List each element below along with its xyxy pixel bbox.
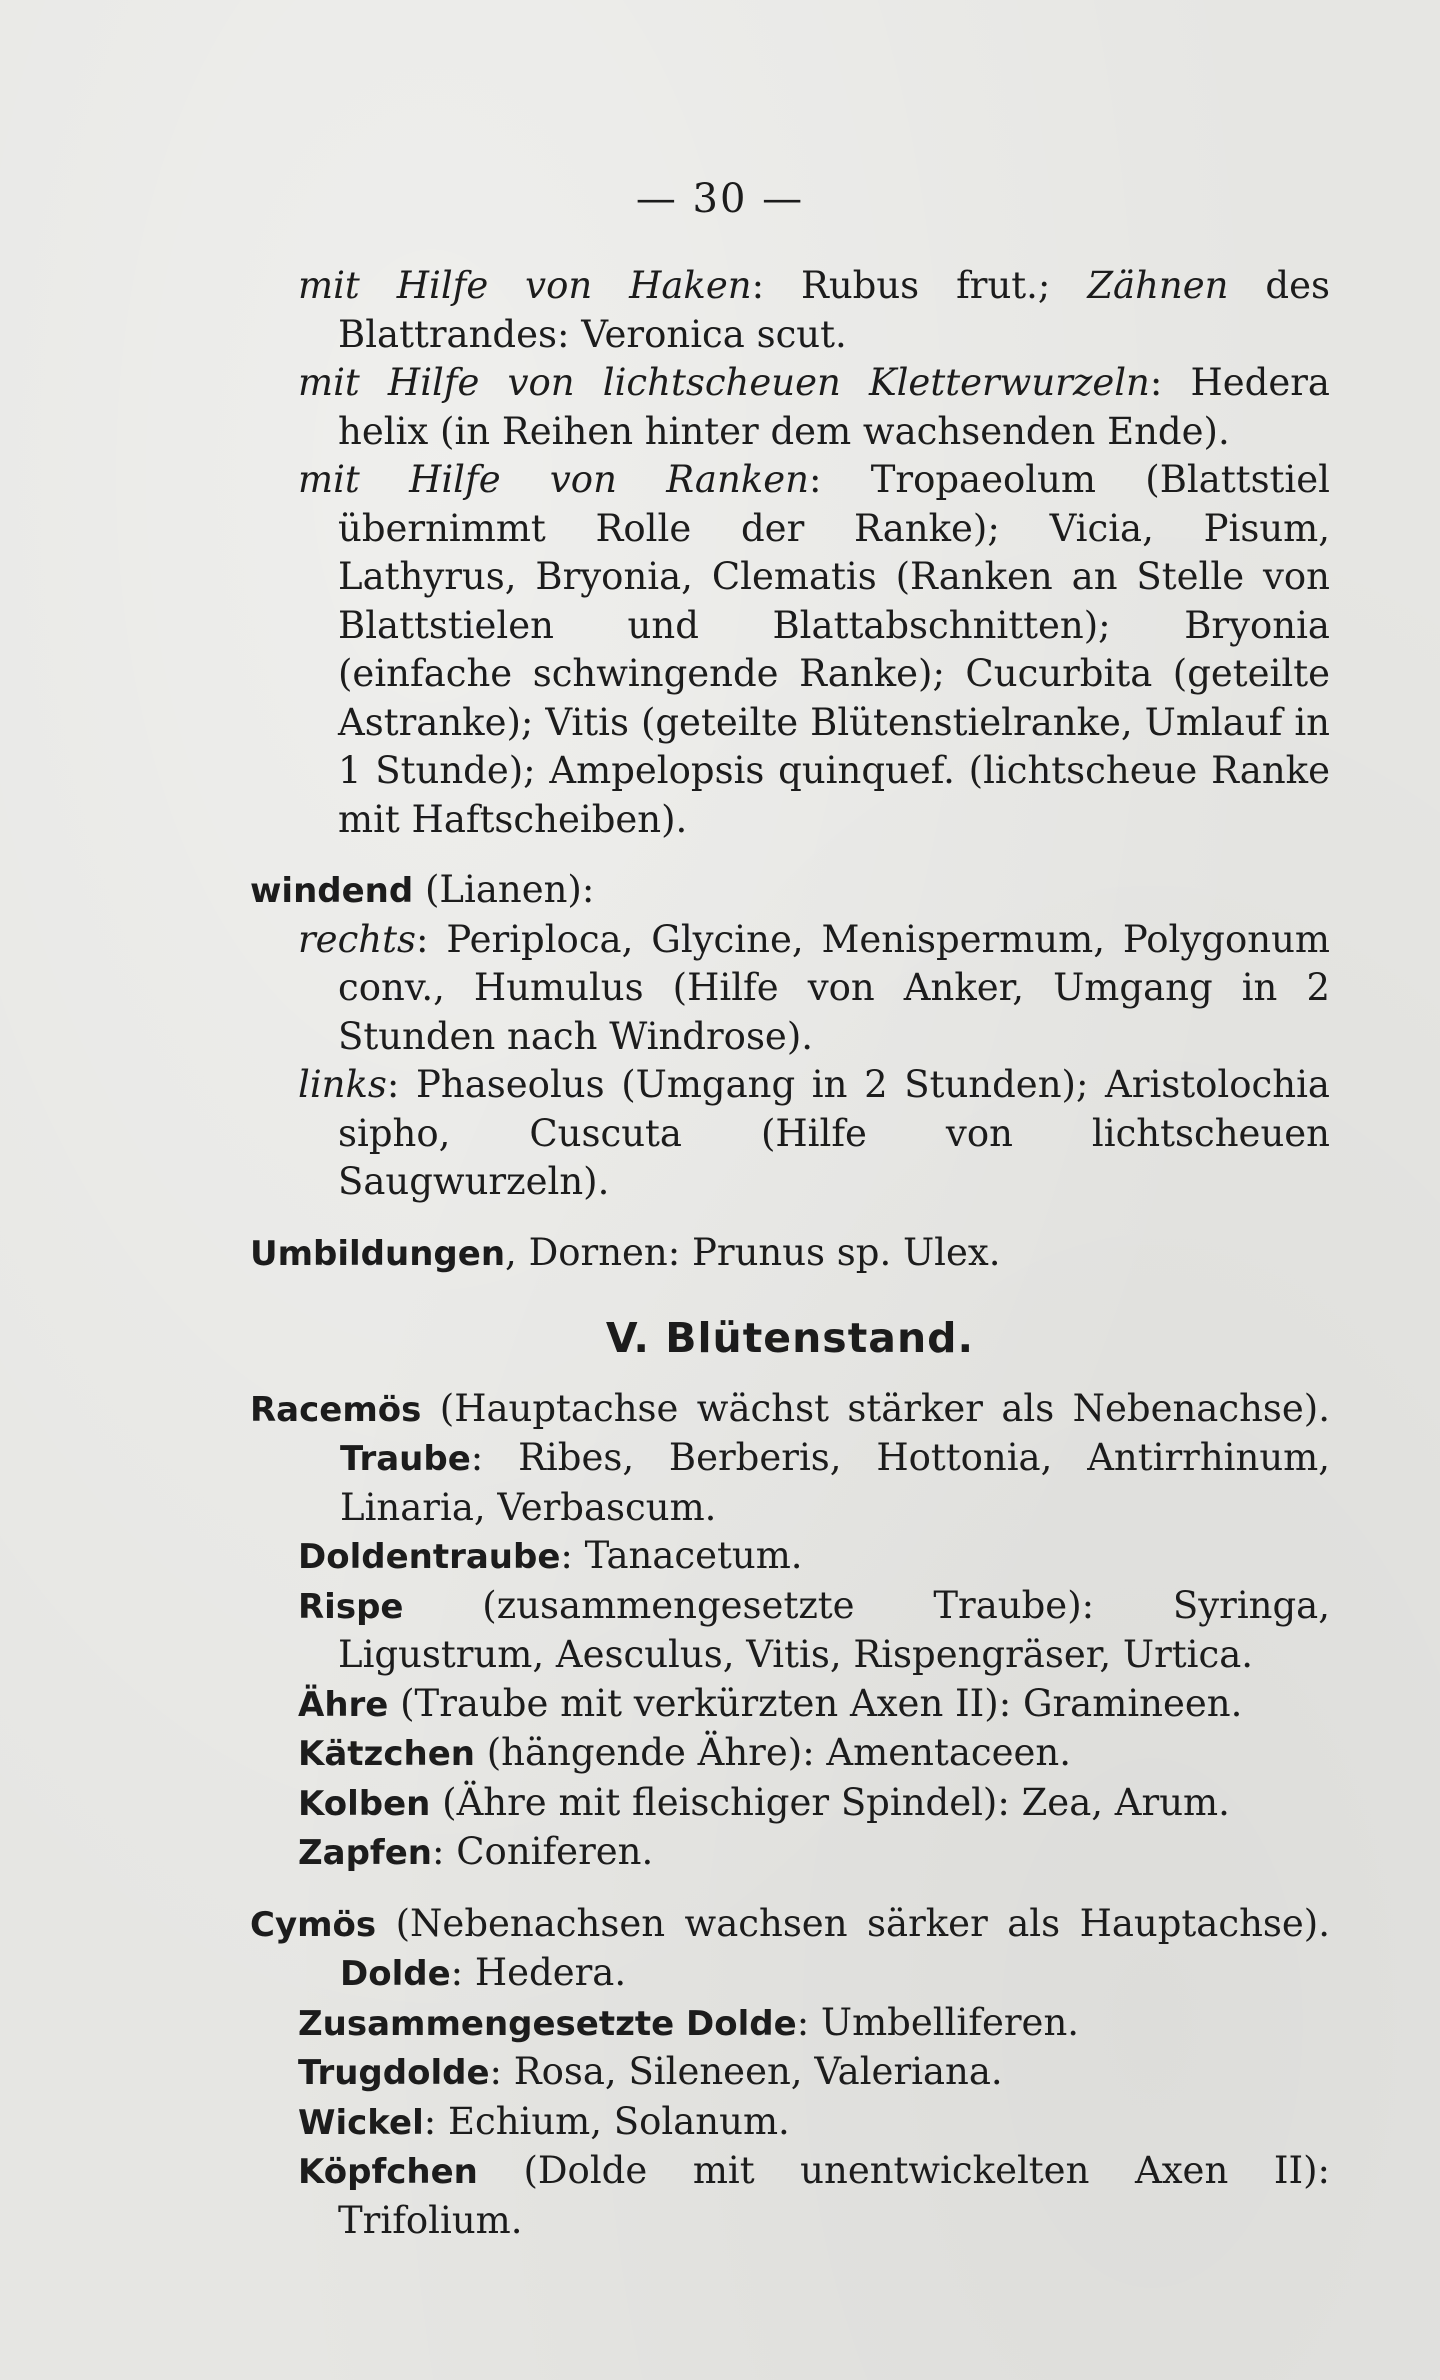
page-number: — 30 —: [635, 176, 805, 222]
cymos-item: Wickel: Echium, Solanum.: [298, 2099, 790, 2143]
page-text: [250, 262, 1330, 2245]
racemos-item: Kolben (Ähre mit fleischiger Spindel): Zea, Arum.: [298, 1780, 1230, 1824]
entry-label: mit Hilfe von lichtscheuen Kletterwurzeln: [298, 361, 1150, 404]
racemos-item: Doldentraube: Tanacetum.: [298, 1534, 803, 1577]
racemos-item: Rispe (zusammengesetzte Traube): Syringa, Ligustrum, Aesculus, Vitis, Rispengräser, Urtica.: [298, 1583, 1330, 1676]
cymos-entry: Cymös (Nebenachsen wachsen särker als Hauptachse). Dolde: Hedera.: [250, 1901, 1330, 1994]
rechts-entry: rechts: Periploca, Glycine, Menispermum, Polygonum conv., Humulus (Hilfe von Anker, Umgang in 2 Stunden nach Windrose).: [298, 917, 1330, 1058]
haken-entry: mit Hilfe von Haken: Rubus frut.; Zähnen des Blattrandes: Veronica scut.: [298, 264, 1330, 356]
cymos-item: Köpfchen (Dolde mit unentwickelten Axen II): Trifolium.: [298, 2149, 1330, 2242]
cymos-item: Trugdolde: Rosa, Sileneen, Valeriana.: [298, 2050, 1003, 2093]
section-title: V. Blütenstand.: [605, 1314, 975, 1362]
entry-label: mit Hilfe von Haken: [298, 264, 752, 307]
ranken-entry: mit Hilfe von Ranken: Tropaeolum (Blattstiel übernimmt Rolle der Ranke); Vicia, Pisum, Lathyrus, Bryonia, Clematis (Ranken an Stelle von Blattstielen und Blattabschnitten); Bryonia (einfache schwingende Ranke); Cucurbita (geteilte Astranke); Vitis (geteilte Blütenstielranke, Umlauf in 1 Stunde); Ampelopsis quinquef. (lichtscheue Ranke mit Haftscheiben).: [298, 458, 1330, 841]
links-entry: links: Phaseolus (Umgang in 2 Stunden); Aristolochia sipho, Cuscuta (Hilfe von lichtscheuen Saugwurzeln).: [298, 1063, 1330, 1203]
racemos-item: Ähre (Traube mit verkürzten Axen II): Gramineen.: [298, 1681, 1243, 1725]
windend-heading: windend (Lianen):: [250, 868, 595, 911]
kletterwurzeln-entry: mit Hilfe von lichtscheuen Kletterwurzeln: Hedera helix (in Reihen hinter dem wachsenden Ende).: [298, 361, 1330, 453]
racemos-item: Zapfen: Coniferen.: [298, 1830, 654, 1873]
racemos-item: Kätzchen (hängende Ähre): Amentaceen.: [298, 1731, 1071, 1774]
cymos-item: Zusammengesetzte Dolde: Umbelliferen.: [298, 2000, 1080, 2044]
umbildungen-entry: Umbildungen, Dornen: Prunus sp. Ulex.: [250, 1230, 1001, 1274]
racemos-entry: Racemös (Hauptachse wächst stärker als Nebenachse). Traube: Ribes, Berberis, Hottonia, Antirrhinum, Linaria, Verbascum.: [250, 1386, 1330, 1529]
entry-label: mit Hilfe von Ranken: [298, 458, 809, 501]
